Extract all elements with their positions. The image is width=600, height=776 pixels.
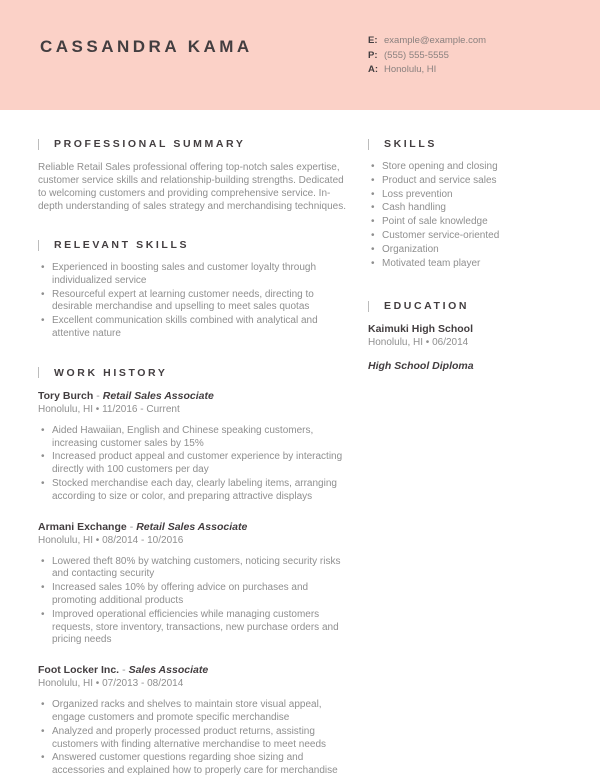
list-item: • Stocked merchandise each day, clearly labeling items, arranging according to size or color, and preparing attractive displays: [38, 478, 346, 504]
contact-row-address: [368, 63, 486, 78]
list-item: • Cash handling: [368, 202, 570, 215]
list-item: • Organization: [368, 244, 570, 257]
education-degree: High School Diploma: [368, 360, 474, 373]
contact-block: [368, 34, 486, 78]
job-meta: Honolulu, HI • 07/2013 - 08/2014: [38, 678, 184, 690]
right-column: [368, 138, 570, 776]
address-value: Honolulu, HI: [384, 64, 437, 75]
resume-body: [0, 110, 600, 776]
left-column: [38, 138, 346, 776]
resume-header: [0, 0, 600, 110]
contact-row-email: [368, 34, 486, 49]
job-bullets: [38, 699, 346, 776]
job-company: Foot Locker Inc.: [38, 664, 120, 677]
job-meta: Honolulu, HI • 08/2014 - 10/2016: [38, 534, 184, 546]
list-item: • Increased product appeal and customer experience by interacting directly with 100 customers per day: [38, 451, 346, 477]
section-bar: [368, 139, 369, 150]
list-item: • Lowered theft 80% by watching customers, noticing security risks and contacting security: [38, 556, 346, 582]
job-title: [38, 521, 346, 533]
section-professional-summary: [38, 138, 346, 213]
job-role: Retail Sales Associate: [102, 389, 214, 402]
skills-title-text: SKILLS: [384, 138, 437, 150]
professional-summary-title-text: PROFESSIONAL SUMMARY: [54, 138, 246, 150]
job-bullets: [38, 556, 346, 648]
list-item: • Experienced in boosting sales and customer loyalty through individualized service: [38, 262, 346, 288]
work-history-title: [38, 367, 346, 379]
section-education: [368, 300, 570, 372]
email-label: E:: [368, 35, 378, 46]
section-bar: [368, 301, 369, 312]
job-entry-armani-exchange: [38, 521, 346, 648]
job-title: [38, 664, 346, 676]
contact-row-phone: [368, 49, 486, 64]
section-bar: [38, 367, 39, 378]
list-item: • Store opening and closing: [368, 161, 570, 174]
section-bar: [38, 240, 39, 251]
section-relevant-skills: [38, 239, 346, 341]
list-item: • Loss prevention: [368, 189, 570, 202]
candidate-name: CASSANDRA KAMA: [40, 37, 253, 56]
email-value: example@example.com: [384, 35, 487, 46]
list-item: • Motivated team player: [368, 258, 570, 271]
phone-label: P:: [368, 49, 378, 61]
list-item: • Improved operational efficiencies while managing customers requests, store inventory, transactions, new purchase orders and pricing needs: [38, 609, 346, 647]
job-separator: -: [96, 389, 100, 402]
job-meta: Honolulu, HI • 11/2016 - Current: [38, 403, 180, 415]
relevant-skills-title: [38, 239, 346, 251]
section-work-history: [38, 367, 346, 776]
skills-title: [368, 138, 570, 150]
relevant-skills-title-text: RELEVANT SKILLS: [54, 239, 190, 251]
job-role: Sales Associate: [128, 664, 209, 677]
job-separator: -: [122, 664, 126, 677]
address-label: A:: [368, 64, 379, 75]
professional-summary-title: [38, 138, 346, 150]
job-entry-tory-burch: [38, 390, 346, 504]
job-entry-foot-locker: [38, 664, 346, 776]
skills-list: [368, 161, 570, 270]
list-item: • Excellent communication skills combined with analytical and attentive nature: [38, 315, 346, 341]
education-meta: Honolulu, HI • 06/2014: [368, 337, 469, 349]
education-school: Kaimuki High School: [368, 323, 474, 336]
list-item: • Analyzed and properly processed product returns, assisting customers with finding alternative merchandise to meet needs: [38, 726, 346, 752]
job-bullets: [38, 425, 346, 504]
job-role: Retail Sales Associate: [136, 520, 248, 533]
education-title: [368, 300, 570, 312]
section-skills: [368, 138, 570, 270]
list-item: • Increased sales 10% by offering advice on purchases and promoting additional products: [38, 582, 346, 608]
list-item: • Product and service sales: [368, 175, 570, 188]
list-item: • Resourceful expert at learning customer needs, directing to desirable merchandise and upselling to meet sales quotas: [38, 289, 346, 315]
job-separator: -: [129, 520, 134, 533]
education-title-text: EDUCATION: [384, 300, 470, 313]
section-bar: [38, 139, 39, 150]
list-item: • Organized racks and shelves to maintain store visual appeal, engage customers and promote specific merchandise: [38, 699, 346, 725]
work-history-title-text: WORK HISTORY: [54, 366, 168, 379]
list-item: • Answered customer questions regarding shoe sizing and accessories and explained how to properly care for merchandise: [38, 752, 346, 776]
phone-value: (555) 555-5555: [384, 49, 449, 61]
job-company: Armani Exchange: [38, 520, 127, 533]
list-item: • Aided Hawaiian, English and Chinese speaking customers, increasing customer sales by 15%: [38, 425, 346, 451]
job-company: Tory Burch: [38, 389, 94, 402]
job-title: [38, 390, 346, 402]
relevant-skills-list: [38, 262, 346, 341]
professional-summary-text: Reliable Retail Sales professional offering top-notch sales expertise, customer service skills and relationship-building strengths. Dedicated to welcoming customers and providing comprehensive service. In-depth understanding of sales strategy and merchandising techniques.: [38, 162, 346, 212]
list-item: • Customer service-oriented: [368, 230, 570, 243]
list-item: • Point of sale knowledge: [368, 216, 570, 229]
